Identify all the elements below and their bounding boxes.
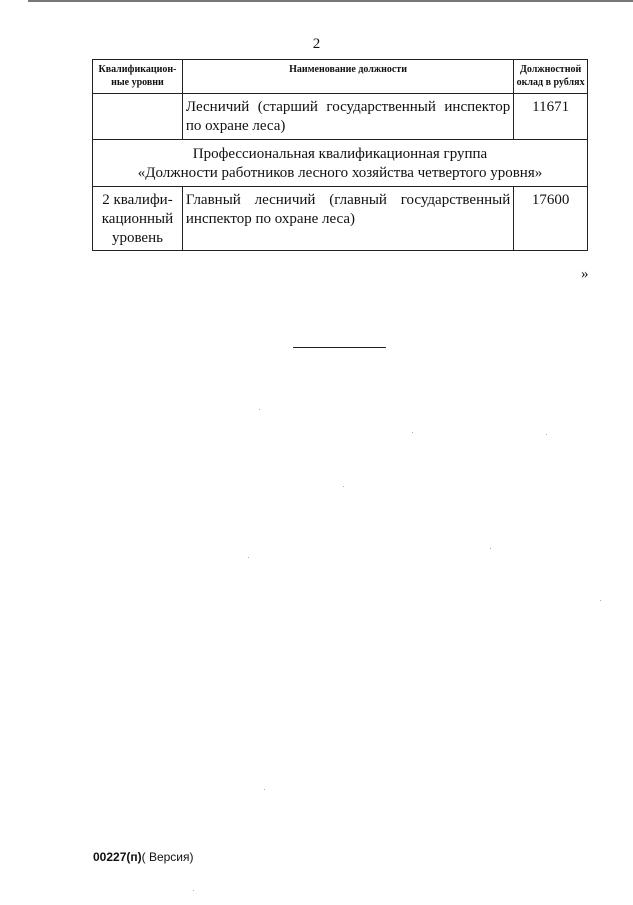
group-title-line1: Профессиональная квалификационная группа [192,146,488,162]
scan-speck [600,600,601,601]
group-header-cell [93,140,588,187]
header-position-name: Наименование должности [182,60,513,94]
group-header-row [93,140,588,187]
salary-table [92,59,588,251]
end-rule [293,347,386,348]
row2-position-cell: Главный лесничий (главный государственный инспектор по охране леса) [182,187,513,251]
scan-speck [490,548,491,549]
row2-level-cell: 2 квалифи-кационный уровень [93,187,183,251]
scan-speck [546,434,547,435]
scan-speck [193,890,194,891]
table-header-row [93,60,588,94]
page-number: 2 [312,36,321,52]
table-row [93,187,588,251]
scan-speck [343,486,344,487]
footer-version: ( Версия) [141,850,194,864]
scan-speck [264,789,265,790]
footer-code: 00227(п) [93,850,142,864]
header-salary: Должностной оклад в рублях [514,60,588,94]
group-title-line2: «Должности работников лесного хозяйства четвертого уровня» [137,165,543,181]
scan-speck [248,557,249,558]
row1-salary-cell: 11671 [514,94,588,140]
table-row [93,94,588,140]
row1-position-cell: Лесничий (старший государственный инспектор по охране леса) [182,94,513,140]
footer-document-code [93,850,194,864]
header-qualification-levels: Квалификацион-ные уровни [93,60,183,94]
scan-speck [412,432,413,433]
scan-speck [259,409,260,410]
row1-level-cell [93,94,183,140]
page-top-edge [28,0,633,2]
closing-quote: » [581,266,589,282]
row2-salary-cell: 17600 [514,187,588,251]
